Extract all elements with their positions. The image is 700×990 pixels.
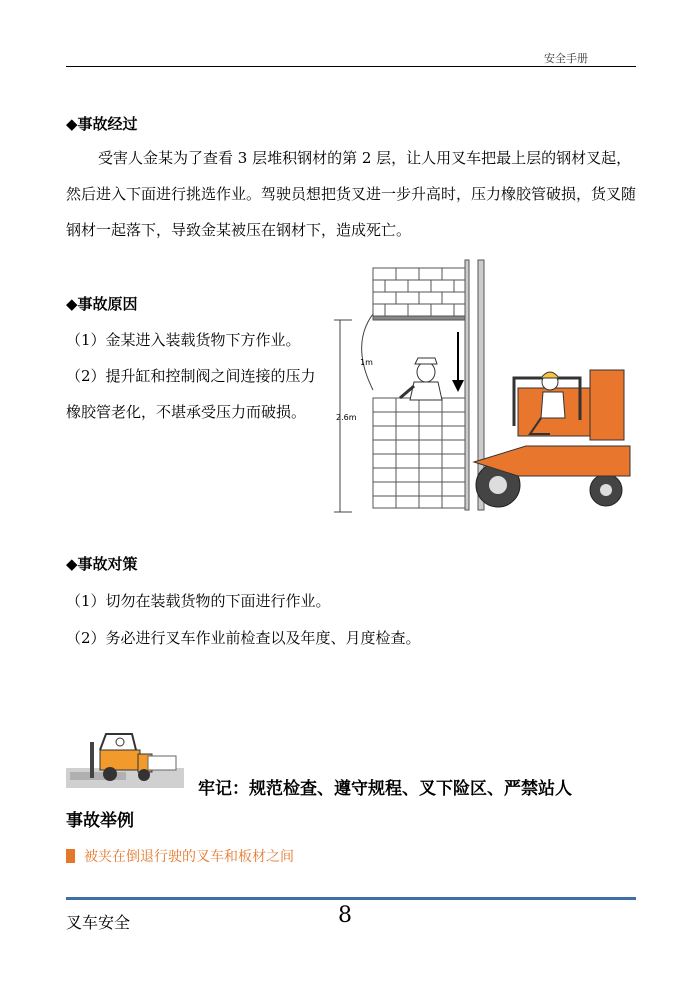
page-number: 8 — [338, 903, 352, 928]
safety-motto: 牢记：规范检查、遵守规程、叉下险区、严禁站人 — [198, 779, 572, 799]
cause-list — [66, 322, 316, 430]
example-title: 事故举例 — [66, 811, 134, 831]
forklift-clipart — [66, 728, 184, 798]
lifted-load — [373, 268, 469, 320]
measure-item-1: （1）切勿在装载货物的下面进行作业。 — [66, 592, 331, 610]
measure-item-2: （2）务必进行叉车作业前检查以及年度、月度检查。 — [66, 629, 421, 647]
example-marker — [66, 849, 75, 863]
header-divider — [66, 66, 636, 67]
ground-stack — [373, 398, 465, 508]
cause-item-2: （2）提升缸和控制阀之间连接的压力橡胶管老化，不堪承受压力而破损。 — [66, 367, 316, 421]
header-title: 安全手册 — [544, 52, 588, 65]
example-subtitle: 被夹在倒退行驶的叉车和板材之间 — [84, 849, 294, 865]
section-title-measures: ◆事故对策 — [66, 555, 138, 573]
section-title-cause: ◆事故原因 — [66, 295, 138, 313]
process-text: 受害人金某为了查看 3 层堆积钢材的第 2 层，让人用叉车把最上层的钢材叉起，然后进入下面进行挑选作业。驾驶员想把货叉进一步升高时，压力橡胶管破损，货叉随钢材一起落下，导致金某被压在钢材下，造成死亡。 — [66, 149, 637, 239]
footer-divider — [66, 897, 636, 900]
worker-figure — [400, 358, 442, 400]
forklift-body — [474, 370, 630, 507]
label-1m: 1m — [360, 358, 373, 367]
footer-title: 叉车安全 — [66, 913, 131, 932]
cause-item-1: （1）金某进入装载货物下方作业。 — [66, 331, 301, 349]
label-2-6m: 2.6m — [336, 413, 357, 422]
forklift-mast — [465, 260, 469, 510]
process-paragraph — [66, 140, 636, 248]
section-title-process: ◆事故经过 — [66, 115, 138, 133]
forklift-accident-illustration — [318, 250, 638, 520]
